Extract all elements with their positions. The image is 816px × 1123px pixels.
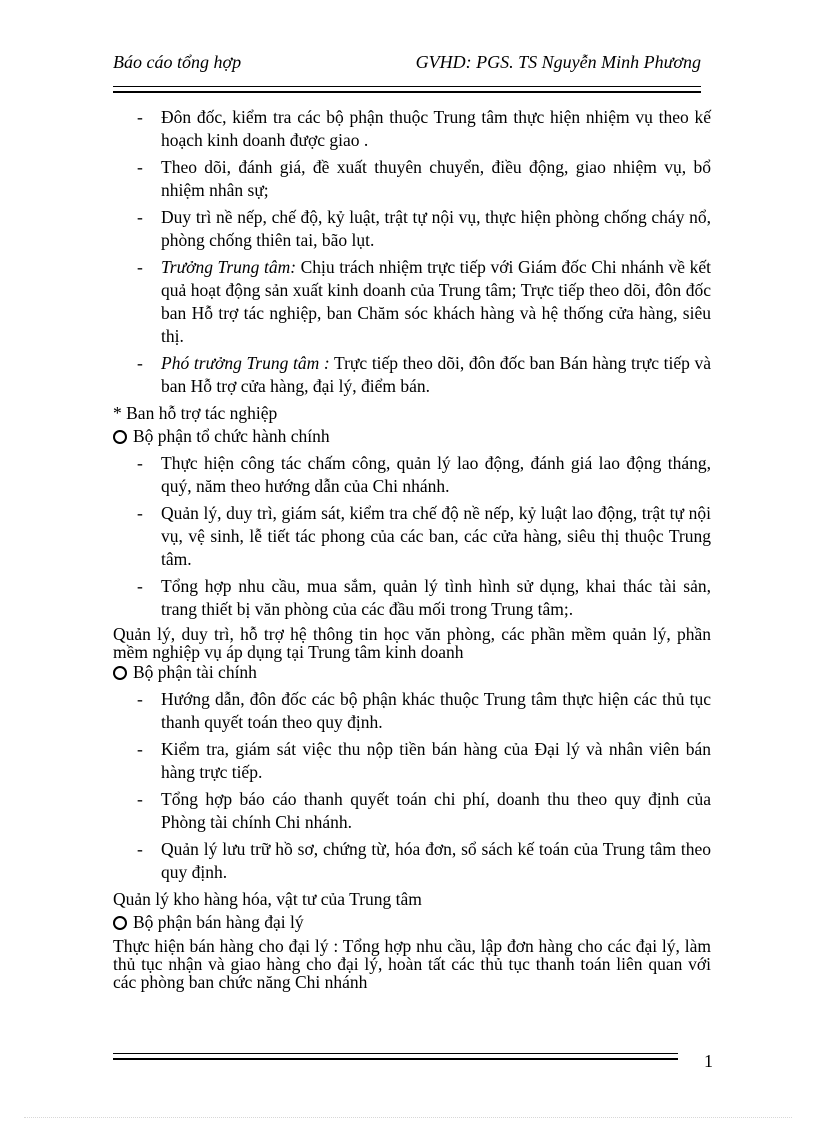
duty-list bbox=[113, 106, 711, 398]
list-item-truong bbox=[113, 256, 711, 348]
list-item: - Theo dõi, đánh giá, đề xuất thuyên chuyển, điều động, giao nhiệm vụ, bổ nhiệm nhân sự; bbox=[137, 157, 711, 200]
dash-bullet: - bbox=[137, 739, 143, 759]
dash-bullet: - bbox=[137, 257, 143, 277]
role-title: Phó trưởng Trung tâm : bbox=[161, 353, 330, 373]
list-item-pho bbox=[113, 352, 711, 398]
list-item: - Đôn đốc, kiểm tra các bộ phận thuộc Trung tâm thực hiện nhiệm vụ theo kế hoạch kinh doanh được giao . bbox=[137, 107, 711, 150]
dash-bullet: - bbox=[137, 789, 143, 809]
dash-bullet: - bbox=[137, 207, 143, 227]
document-body bbox=[113, 106, 711, 991]
subsection-heading: Bộ phận bán hàng đại lý bbox=[113, 911, 711, 934]
circle-bullet-icon bbox=[113, 430, 127, 444]
footer-rule bbox=[113, 1053, 678, 1060]
warehouse-line: Quản lý kho hàng hóa, vật tư của Trung tâm bbox=[113, 889, 422, 909]
list-item: - Kiểm tra, giám sát việc thu nộp tiền bán hàng của Đại lý và nhân viên bán hàng trực tiếp. bbox=[137, 739, 711, 782]
subsection-heading: Bộ phận tổ chức hành chính bbox=[113, 425, 711, 448]
dash-bullet: - bbox=[137, 107, 143, 127]
paragraph: Quản lý, duy trì, hỗ trợ hệ thông tin học văn phòng, các phần mềm quản lý, phần mềm nghiệp vụ áp dụng tại Trung tâm kinh doanh bbox=[113, 624, 711, 662]
role-text: Chịu trách nhiệm trực tiếp với Giám đốc Chi nhánh về kết quả hoạt động sản xuất kinh doanh của Trung tâm; Trực tiếp theo dõi, đôn đốc ban Hỗ trợ tác nghiệp, ban Chăm sóc khách hàng và hệ thống cửa hàng, siêu thị. bbox=[161, 257, 711, 346]
list-item: - Quản lý lưu trữ hồ sơ, chứng từ, hóa đơn, sổ sách kế toán của Trung tâm theo quy định. bbox=[137, 839, 711, 882]
header-rule bbox=[113, 86, 701, 93]
list-item: - Tổng hợp nhu cầu, mua sắm, quản lý tình hình sử dụng, khai thác tài sản, trang thiết bị văn phòng của các đầu mối trong Trung tâm;. bbox=[137, 576, 711, 619]
dash-bullet: - bbox=[137, 689, 143, 709]
dash-bullet: - bbox=[137, 839, 143, 859]
page-header bbox=[113, 52, 701, 78]
list-item: - Hướng dẫn, đôn đốc các bộ phận khác thuộc Trung tâm thực hiện các thủ tục thanh quyết toán theo quy định. bbox=[137, 689, 711, 732]
paragraph: Thực hiện bán hàng cho đại lý : Tổng hợp nhu cầu, lập đơn hàng cho các đại lý, làm thủ tục nhận và giao hàng cho đại lý, hoàn tất các thủ tục thanh toán liên quan với các phòng ban chức năng Chi nhánh bbox=[113, 936, 711, 992]
subsection-heading: Bộ phận tài chính bbox=[113, 661, 711, 684]
circle-bullet-icon bbox=[113, 666, 127, 680]
dash-bullet: - bbox=[137, 453, 143, 473]
section-heading: * Ban hỗ trợ tác nghiệp bbox=[113, 403, 278, 423]
admin-duty-list bbox=[113, 452, 711, 621]
dash-bullet: - bbox=[137, 353, 143, 373]
finance-duty-list bbox=[113, 688, 711, 884]
header-advisor: GVHD: PGS. TS Nguyễn Minh Phương bbox=[415, 52, 701, 72]
page-edge-dots bbox=[24, 1117, 792, 1118]
list-item: - Tổng hợp báo cáo thanh quyết toán chi phí, doanh thu theo quy định của Phòng tài chính Chi nhánh. bbox=[137, 789, 711, 832]
list-item: - Duy trì nề nếp, chế độ, kỷ luật, trật tự nội vụ, thực hiện phòng chống cháy nổ, phòng chống thiên tai, bão lụt. bbox=[137, 207, 711, 250]
role-title: Trưởng Trung tâm: bbox=[161, 257, 297, 277]
list-item: - Thực hiện công tác chấm công, quản lý lao động, đánh giá lao động tháng, quý, năm theo hướng dẫn của Chi nhánh. bbox=[137, 453, 711, 496]
role-text: Trực tiếp theo dõi, đôn đốc ban Bán hàng trực tiếp và ban Hỗ trợ cửa hàng, đại lý, điểm bán. bbox=[161, 353, 711, 396]
dash-bullet: - bbox=[137, 157, 143, 177]
dash-bullet: - bbox=[137, 576, 143, 596]
circle-bullet-icon bbox=[113, 916, 127, 930]
list-item: - Quản lý, duy trì, giám sát, kiểm tra chế độ nề nếp, kỷ luật lao động, trật tự nội vụ, vệ sinh, lễ tiết tác phong của các ban, các cửa hàng, siêu thị thuộc Trung tâm. bbox=[137, 503, 711, 569]
dash-bullet: - bbox=[137, 503, 143, 523]
page-number: 1 bbox=[704, 1051, 713, 1071]
header-title: Báo cáo tổng hợp bbox=[113, 52, 242, 72]
